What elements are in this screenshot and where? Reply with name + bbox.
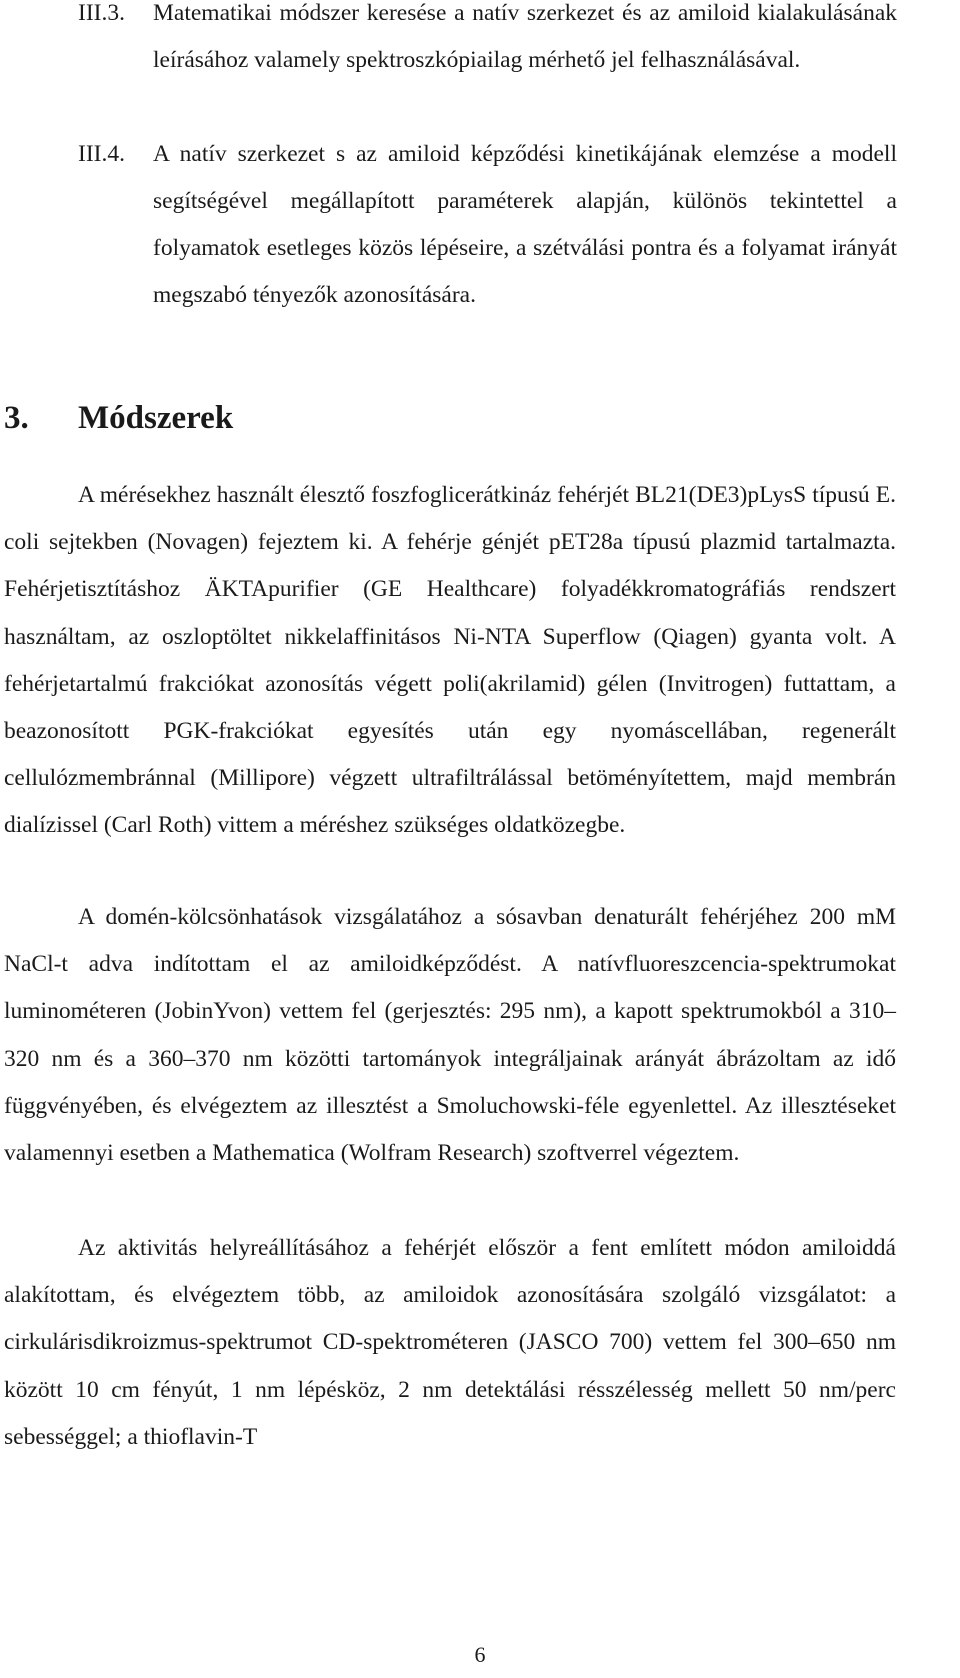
page-number: 6 bbox=[474, 1642, 486, 1667]
methods-paragraph-1: A mérésekhez használt élesztő foszfoglicerátkináz fehérjét BL21(DE3)pLysS típusú E. coli sejtekben (Novagen) fejeztem ki. A fehérje génjét pET28a típusú plazmid tartalmazta. Fehérjetisztításhoz ÄKTApurifier (GE Healthcare) folyadékkromatográfiás rendszert használtam, az oszloptöltet nikkelaffinitásos Ni-NTA Superflow (Qiagen) gyanta volt. A fehérjetartalmú frakciókat azonosítás végett poli(akrilamid) gélen (Invitrogen) futtattam, a beazonosított PGK-frakciókat egyesítés után egy nyomáscellában, regenerált cellulózmembránnal (Millipore) végzett ultrafiltrálással betöményítettem, majd membrán dialízissel (Carl Roth) vittem a méréshez szükséges oldatközegbe. bbox=[4, 482, 896, 839]
objective-text: Matematikai módszer keresése a natív szerkezet és az amiloid kialakulásának leírásához valamely spektroszkópiailag mérhető jel felhasználásával. bbox=[153, 0, 897, 73]
methods-paragraph-2: A domén-kölcsönhatások vizsgálatához a sósavban denaturált fehérjéhez 200 mM NaCl-t adva indítottam el az amiloidképződést. A natívfluoreszcencia-spektrumokat luminométeren (JobinYvon) vettem fel (gerjesztés: 295 nm), a kapott spektrumokból a 310–320 nm és a 360–370 nm közötti tartományok integráljainak arányát ábrázoltam az idő függvényében, és elvégeztem az illesztést a Smoluchowski-féle egyenlettel. Az illesztéseket valamennyi esetben a Mathematica (Wolfram Research) szoftverrel végeztem. bbox=[4, 904, 896, 1167]
objective-number: III.4. bbox=[78, 141, 125, 167]
section-title: Módszerek bbox=[78, 400, 234, 436]
section-heading bbox=[4, 394, 233, 442]
section-number: 3. bbox=[4, 400, 29, 436]
objective-text: A natív szerkezet s az amiloid képződési kinetikájának elemzése a modell segítségével megállapított paraméterek alapján, különös tekintettel a folyamatok esetleges közös lépéseire, a szétválási pontra és a folyamat irányát megszabó tényezők azonosítására. bbox=[153, 141, 897, 308]
methods-paragraph-3: Az aktivitás helyreállításához a fehérjét először a fent említett módon amiloiddá alakítottam, és elvégeztem több, az amiloidok azonosítására szolgáló vizsgálatot: a cirkulárisdikroizmus-spektrumot CD-spektrométeren (JASCO 700) vettem fel 300–650 nm között 10 cm fényút, 1 nm lépésköz, 2 nm detektálási résszélesség mellett 50 nm/perc sebességgel; a thioflavin-T bbox=[4, 1235, 896, 1450]
objective-number: III.3. bbox=[78, 0, 125, 26]
